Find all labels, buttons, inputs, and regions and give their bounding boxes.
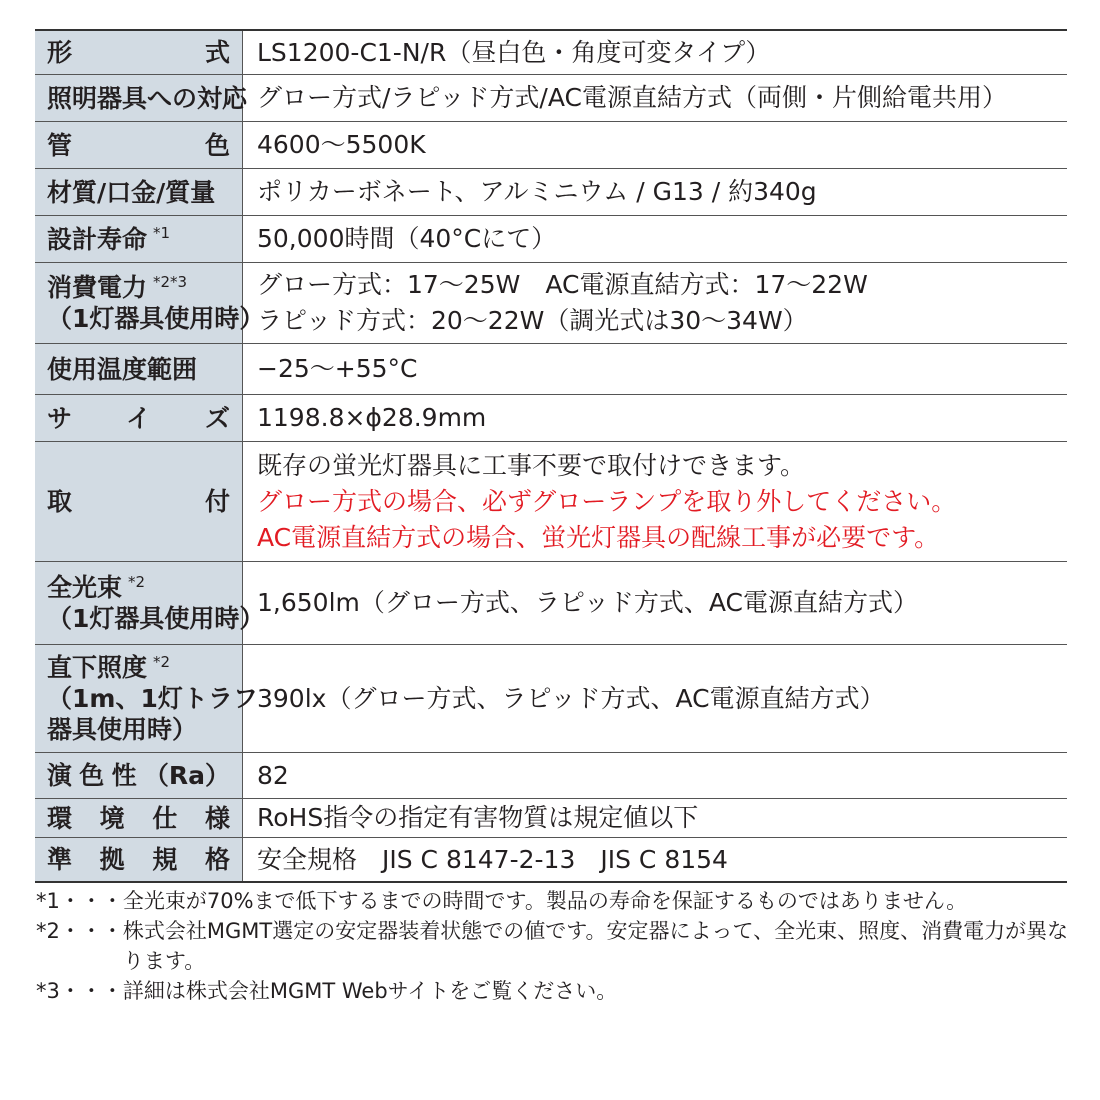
- spec-value: [243, 31, 1067, 74]
- label-subtext: 器具使用時）: [47, 715, 198, 744]
- value-line: 82: [257, 760, 289, 790]
- footnote-ref: *2: [153, 652, 171, 671]
- label-text: 設計寿命: [47, 224, 148, 254]
- footnote-1: [36, 886, 1076, 916]
- label-char: 境: [99, 803, 125, 833]
- label-subtext: （1灯器具使用時）: [47, 604, 265, 633]
- value-line: 安全規格 JIS C 8147-2-13 JIS C 8154: [257, 844, 728, 874]
- value-line: RoHS指令の指定有害物質は規定値以下: [257, 803, 699, 832]
- spec-value: [243, 645, 1067, 752]
- spec-row-compat: [35, 75, 1067, 122]
- spec-label: [35, 645, 258, 752]
- label-char: ズ: [204, 403, 230, 433]
- spec-row-color: [35, 122, 1067, 169]
- value-line: 50,000時間（40°Cにて）: [257, 224, 557, 253]
- spec-label: [35, 395, 243, 441]
- label-subtext: （1灯器具使用時）: [47, 304, 265, 333]
- footnote-mark: *1・・・: [36, 889, 123, 913]
- warning-line: AC電源直結方式の場合、蛍光灯器具の配線工事が必要です。: [257, 522, 940, 552]
- spec-label: [35, 169, 243, 215]
- spec-label: [35, 344, 243, 394]
- warning-line: グロー方式の場合、必ずグローランプを取り外してください。: [257, 486, 957, 516]
- label-text: 全光束: [47, 573, 123, 602]
- value-line: ラピッド方式：20～22W（調光式は30～34W）: [257, 306, 808, 335]
- value-line: グロー方式/ラピッド方式/AC電源直結方式（両側・片側給電共用）: [257, 83, 1007, 112]
- footnotes: [36, 886, 1076, 1006]
- spec-value: [243, 263, 1067, 343]
- spec-value: [243, 799, 1067, 837]
- label-char: 付: [204, 487, 230, 516]
- spec-label: [35, 31, 243, 74]
- label-text: 材質/口金/質量: [47, 177, 216, 207]
- value-line: 390lx（グロー方式、ラピッド方式、AC電源直結方式）: [257, 683, 885, 713]
- label-char: 管: [47, 130, 73, 160]
- spec-label: [35, 216, 243, 262]
- label-char: 仕: [152, 803, 178, 833]
- label-text: 直下照度: [47, 653, 148, 682]
- footnote-mark: *2・・・: [36, 919, 123, 943]
- spec-label: [35, 753, 243, 798]
- footnote-text: 株式会社MGMT選定の安定器装着状態での値です。安定器によって、全光束、照度、消費電力が異なります。: [122, 919, 1069, 973]
- value-line: ポリカーボネート、アルミニウム / G13 / 約340g: [257, 177, 817, 206]
- label-char: 取: [47, 487, 73, 516]
- spec-row-environment: [35, 799, 1067, 838]
- label-char: （Ra）: [143, 761, 230, 790]
- label-char: 様: [204, 803, 230, 833]
- label-text: 照明器具への対応: [47, 83, 248, 113]
- spec-label: [35, 75, 248, 121]
- label-char: 演: [47, 761, 73, 790]
- spec-value: [243, 216, 1067, 262]
- spec-row-illuminance: [35, 645, 1067, 753]
- spec-row-type: [35, 31, 1067, 75]
- spec-row-flux: [35, 562, 1067, 645]
- spec-row-install: [35, 442, 1067, 562]
- spec-value: [243, 344, 1067, 394]
- value-line: 4600～5500K: [257, 130, 426, 159]
- value-line: 1198.8×ϕ28.9mm: [257, 403, 487, 432]
- spec-value: [243, 75, 1067, 121]
- footnote-ref: *2*3: [153, 272, 188, 291]
- label-char: 色: [204, 130, 230, 160]
- label-text: 使用温度範囲: [47, 354, 198, 384]
- spec-label: [35, 838, 243, 881]
- footnote-2: [36, 916, 1076, 976]
- value-line: −25～+55°C: [257, 354, 418, 383]
- label-char: 格: [204, 845, 230, 874]
- label-char: 性: [111, 761, 137, 790]
- spec-label: [35, 122, 243, 168]
- spec-value: [243, 442, 1067, 561]
- label-char: 環: [47, 803, 73, 833]
- footnote-text: 全光束が70%まで低下するまでの時間です。製品の寿命を保証するものではありません。: [122, 889, 968, 913]
- label-char: 準: [47, 845, 73, 874]
- label-char: 規: [152, 845, 178, 874]
- spec-value: [243, 838, 1067, 881]
- spec-value: [243, 122, 1067, 168]
- footnote-3: [36, 976, 1076, 1006]
- spec-value: [243, 169, 1067, 215]
- footnote-mark: *3・・・: [36, 979, 123, 1003]
- label-char: サ: [47, 403, 73, 433]
- value-line: 既存の蛍光灯器具に工事不要で取付けできます。: [257, 450, 806, 480]
- spec-label: [35, 799, 243, 837]
- value-line: 1,650lm（グロー方式、ラピッド方式、AC電源直結方式）: [257, 588, 918, 617]
- value-line: LS1200-C1-N/R（昼白色・角度可変タイプ）: [257, 37, 771, 67]
- label-char: 拠: [99, 845, 125, 874]
- spec-row-cri: [35, 753, 1067, 799]
- value-line: グロー方式：17～25W AC電源直結方式：17～22W: [257, 270, 868, 299]
- label-char: 色: [79, 761, 105, 790]
- spec-value: [243, 562, 1067, 644]
- spec-table: [35, 29, 1067, 883]
- spec-row-temp: [35, 344, 1067, 395]
- label-subtext: （1m、1灯トラフ: [47, 684, 258, 713]
- spec-row-size: [35, 395, 1067, 442]
- footnote-ref: *1: [153, 224, 171, 243]
- spec-value: [243, 395, 1067, 441]
- spec-row-life: [35, 216, 1067, 263]
- spec-row-power: [35, 263, 1067, 344]
- label-text: 消費電力: [47, 273, 148, 302]
- label-char: 形: [47, 38, 73, 67]
- spec-row-standards: [35, 838, 1067, 881]
- spec-label: [35, 263, 265, 343]
- spec-row-material: [35, 169, 1067, 216]
- label-char: イ: [125, 403, 151, 433]
- spec-value: [243, 753, 1067, 798]
- label-char: 式: [204, 38, 230, 67]
- spec-label: [35, 442, 243, 561]
- footnote-ref: *2: [128, 572, 146, 591]
- footnote-text: 詳細は株式会社MGMT Webサイトをご覧ください。: [122, 979, 618, 1003]
- spec-label: [35, 562, 265, 644]
